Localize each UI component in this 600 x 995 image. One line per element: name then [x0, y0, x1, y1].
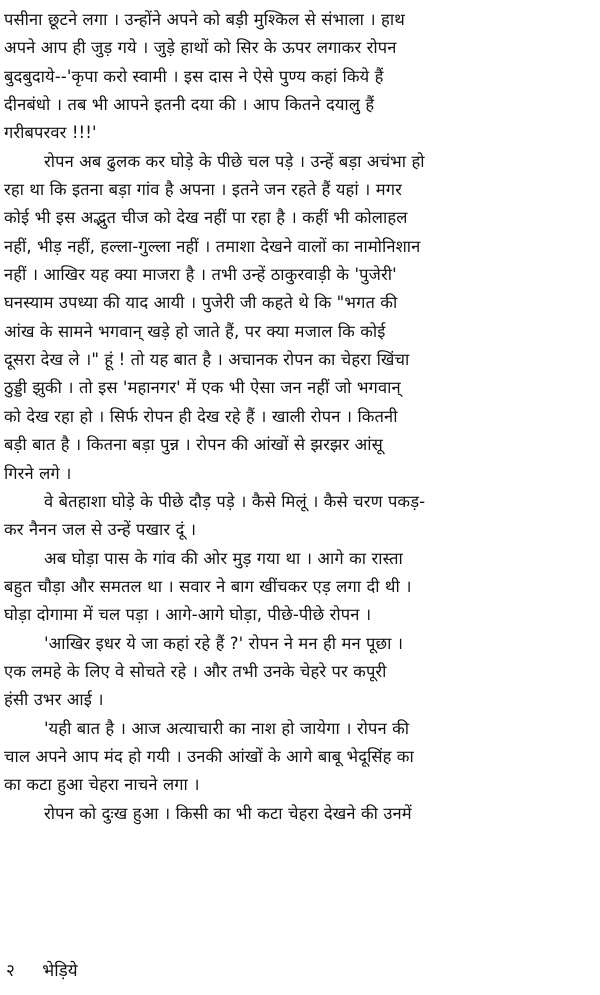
running-title: भेड़िये — [42, 961, 78, 981]
text-line: हंसी उभर आई । — [4, 690, 104, 710]
text-line: का कटा हुआ चेहरा नाचने लगा । — [4, 775, 200, 795]
text-line: को देख रहा हो । सिर्फ रोपन ही देख रहे हैं । खाली रोपन । कितनी — [4, 406, 398, 426]
body-text — [4, 6, 594, 828]
text-line: बड़ी बात है । कितना बड़ा पुन्न । रोपन की आंखों से झरझर आंसू — [4, 435, 383, 455]
text-line: गरीबपरवर !!!' — [4, 123, 97, 143]
text-line: गिरने लगे । — [4, 463, 72, 483]
page-footer — [6, 958, 78, 981]
paragraph-start-line: अब घोड़ा पास के गांव की ओर मुड़ गया था । आगे का रास्ता — [44, 548, 403, 568]
text-line: ठुड्डी झुकी । तो इस 'महानगर' में एक भी ऐसा जन नहीं जो भगवान् — [4, 378, 401, 398]
paragraph-start-line: रोपन अब ढुलक कर घोड़े के पीछे चल पड़े । उन्हें बड़ा अचंभा हो — [44, 151, 425, 171]
text-line: कोई भी इस अद्भुत चीज को देख नहीं पा रहा है । कहीं भी कोलाहल — [4, 208, 408, 228]
text-line: चाल अपने आप मंद हो गयी । उनकी आंखों के आगे बाबू भेदूसिंह का — [4, 746, 414, 766]
text-line: दूसरा देख ले ।" हूं ! तो यह बात है । अचानक रोपन का चेहरा खिंचा — [4, 350, 410, 370]
text-line: एक लमहे के लिए वे सोचते रहे । और तभी उनके चेहरे पर कपूरी — [4, 661, 387, 681]
paragraph-start-line: 'यही बात है । आज अत्याचारी का नाश हो जायेगा । रोपन की — [44, 718, 410, 738]
text-line: बहुत चौड़ा और समतल था । सवार ने बाग खींचकर एड़ लगा दी थी । — [4, 576, 412, 596]
text-line: पसीना छूटने लगा । उन्होंने अपने को बड़ी मुश्किल से संभाला । हाथ — [4, 10, 405, 29]
text-line: नहीं । आखिर यह क्या माजरा है । तभी उन्हें ठाकुरवाड़ी के 'पुजेरी' — [4, 265, 397, 285]
page-number: २ — [6, 961, 15, 981]
text-line: आंख के सामने भगवान् खड़े हो जाते हैं, पर क्या मजाल कि कोई — [4, 321, 386, 341]
text-line: कर नैनन जल से उन्हें पखार दूं । — [4, 520, 197, 540]
paragraph-start-line: रोपन को दुःख हुआ । किसी का भी कटा चेहरा देखने की उनमें — [44, 803, 412, 823]
text-line: घनस्याम उपध्या की याद आयी । पुजेरी जी कहते थे कि "भगत की — [4, 293, 398, 313]
paragraph-start-line: 'आखिर इधर ये जा कहां रहे हैं ?' रोपन ने मन ही मन पूछा । — [44, 633, 404, 653]
text-line: बुदबुदाये--'कृपा करो स्वामी । इस दास ने ऐसे पुण्य कहां किये हैं — [4, 66, 384, 86]
text-line: नहीं, भीड़ नहीं, हल्ला-गुल्ला नहीं । तमाशा देखने वालों का नामोनिशान — [4, 236, 421, 256]
text-line: रहा था कि इतना बड़ा गांव है अपना । इतने जन रहते हैं यहां । मगर — [4, 180, 402, 200]
text-line: अपने आप ही जुड़ गये । जुड़े हाथों को सिर के ऊपर लगाकर रोपन — [4, 38, 397, 58]
text-line: दीनबंधो । तब भी आपने इतनी दया की । आप कितने दयालु हैं — [4, 95, 375, 115]
paragraph-start-line: वे बेतहाशा घोड़े के पीछे दौड़ पड़े । कैसे मिलूं । कैसे चरण पकड़- — [44, 491, 426, 511]
text-line: घोड़ा दोगामा में चल पड़ा । आगे-आगे घोड़ा, पीछे-पीछे रोपन । — [4, 605, 372, 625]
